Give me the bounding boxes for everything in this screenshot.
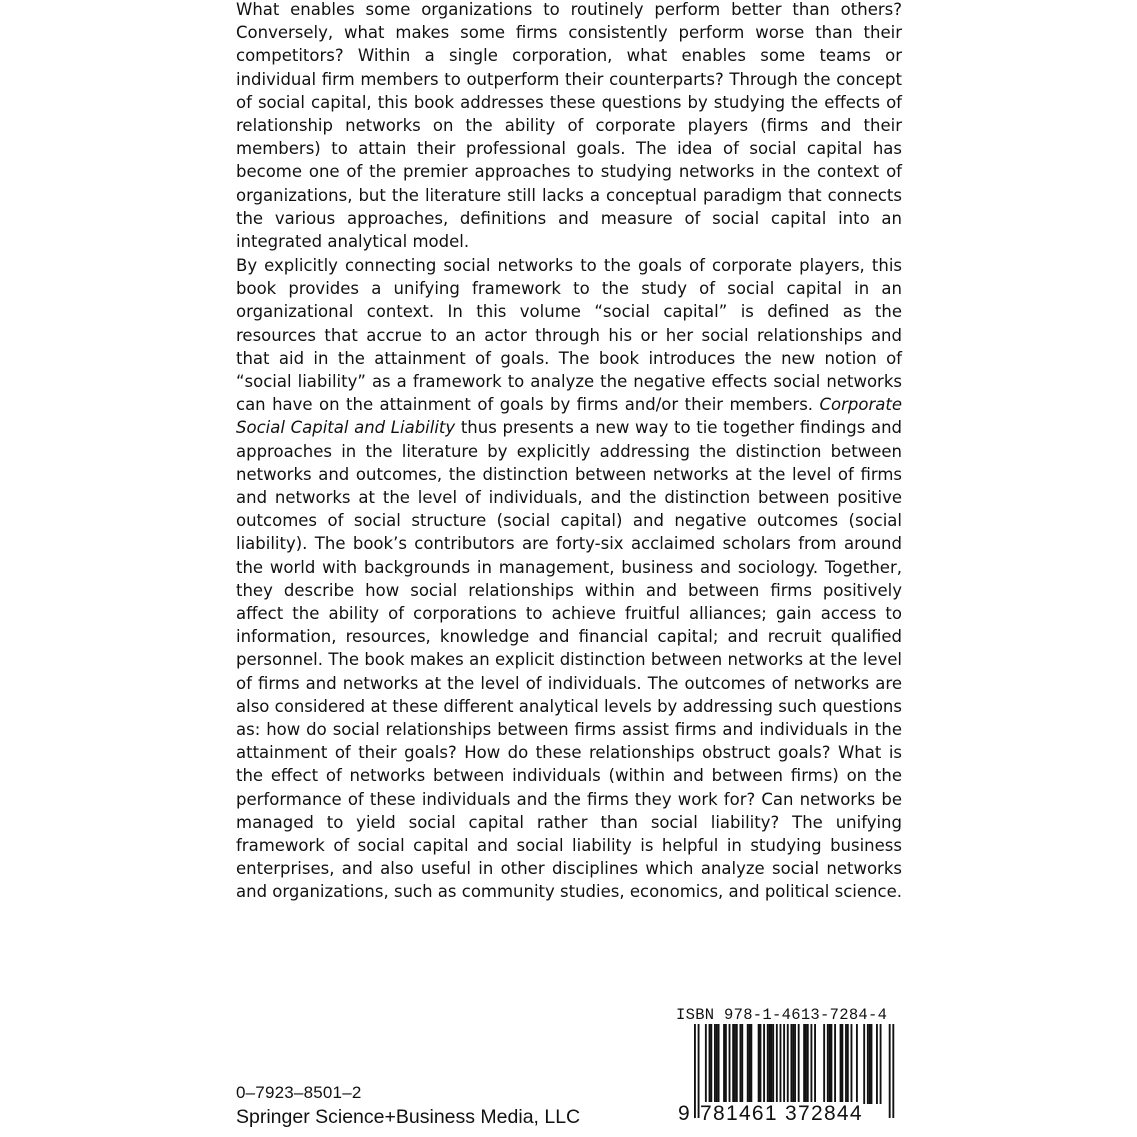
barcode-bar	[705, 1024, 707, 1104]
barcode-bar	[750, 1024, 752, 1104]
barcode-bar	[718, 1024, 720, 1104]
barcode-bar	[714, 1024, 716, 1104]
barcode-bar	[845, 1024, 847, 1104]
barcode-first-digit: 9	[678, 1102, 690, 1125]
barcode-bar	[741, 1024, 743, 1104]
blurb-paragraph-2	[236, 254, 902, 904]
barcode-bar	[734, 1024, 736, 1104]
barcode-bar	[732, 1024, 734, 1104]
blurb-paragraph-2-part-1: By explicitly connecting social networks to the goals of corporate players, this book provides a unifying framework to the study of social capital in an organizational context. In this volume “social capital” is defined as the resources that accrue to an actor through his or her social relationships and that aid in the attainment of goals. The book introduces the new notion of “social liability” as a framework to analyze the negative effects social networks can have on the attainment of goals by firms and/or their members.	[236, 256, 902, 415]
barcode-bar	[772, 1024, 774, 1104]
barcode-bar	[831, 1024, 833, 1104]
isbn-barcode	[672, 1006, 897, 1131]
barcode-bar	[876, 1024, 878, 1104]
barcode-bar	[803, 1024, 805, 1104]
barcode-bar	[767, 1024, 769, 1104]
barcode-bar	[880, 1024, 882, 1104]
barcode-bar	[841, 1024, 843, 1104]
barcode-bar	[851, 1024, 853, 1104]
barcode-digits	[672, 1102, 897, 1132]
barcode-bar	[747, 1024, 749, 1104]
barcode-bar	[749, 1024, 751, 1104]
barcode-bar	[760, 1024, 762, 1104]
barcode-bar	[810, 1024, 812, 1104]
barcode-bar	[740, 1024, 742, 1104]
barcode-digit-groups: 781461 372844	[700, 1102, 863, 1125]
barcode-bar	[710, 1024, 712, 1104]
barcode-bar	[869, 1024, 871, 1104]
blurb-paragraph-1: What enables some organizations to routinely perform better than others? Conversely, what makes some firms consistently perform worse than their competitors? Within a single corporation, what enables some teams or individual firm members to outperform their counterparts? Through the concept of social capital, this book addresses these questions by studying the effects of relationship networks on the ability of corporate players (firms and their members) to attain their professional goals. The idea of social capital has become one of the premier approaches to studying networks in the context of organizations, but the literature still lacks a conceptual paradigm that connects the various approaches, definitions and measure of social capital into an integrated analytical model.	[236, 0, 902, 252]
barcode-bar	[787, 1024, 789, 1104]
barcode-bar	[829, 1024, 831, 1104]
barcode-bar	[827, 1024, 829, 1104]
barcode-bar	[867, 1024, 869, 1104]
barcode-bar	[840, 1024, 842, 1104]
barcode-bar	[716, 1024, 718, 1104]
barcode-bar	[790, 1024, 792, 1104]
barcode-bar	[847, 1024, 849, 1104]
barcode-bar	[758, 1024, 760, 1104]
barcode-bar	[725, 1024, 727, 1104]
barcode-bar	[798, 1024, 800, 1104]
barcode-bar	[863, 1024, 865, 1104]
barcode-bar	[769, 1024, 771, 1104]
isbn-label: ISBN 978-1-4613-7284-4	[676, 1006, 888, 1024]
barcode-bar	[792, 1024, 794, 1104]
barcode-bar	[834, 1024, 836, 1104]
barcode-bar	[807, 1024, 809, 1104]
barcode-bar	[805, 1024, 807, 1104]
barcode-bar	[729, 1024, 731, 1104]
barcode-bar	[723, 1024, 725, 1104]
book-title-italic: Corporate Social Capital and Liability	[236, 395, 902, 438]
barcode-bar	[823, 1024, 825, 1104]
barcode-bar	[770, 1024, 772, 1104]
barcode-bar	[709, 1024, 711, 1104]
publisher-name: Springer Science+Business Media, LLC	[236, 1106, 581, 1128]
blurb-paragraph-2-part-2: thus presents a new way to tie together findings and approaches in the literature by explicitly addressing the distinction between networks and outcomes, the distinction between networks at the level of firms and networks at the level of individuals, and the distinction between positive outcomes of social structure (social capital) and negative outcomes (social liability). The book’s contributors are forty-six acclaimed scholars from around the world with backgrounds in management, business and sociology. Together, they describe how social relationships within and between firms positively affect the ability of corporations to achieve fruitful alliances; gain access to information, resources, knowledge and financial capital; and recruit qualified personnel. The book makes an explicit distinction between networks at the level of firms and networks at the level of individuals. The outcomes of networks are also considered at these different analytical levels by addressing such questions as: how do social relationships between firms assist firms and individuals in the attainment of their goals? How do these relationships obstruct goals? What is the effect of networks between individuals (within and between firms) on the performance of these individuals and the firms they work for? Can networks be managed to yield social capital rather than social liability? The unifying framework of social capital and social liability is helpful in studying business enterprises, and also useful in other disciplines which analyze social networks and organizations, such as community studies, economics, and political science.	[236, 418, 902, 902]
barcode-bar	[814, 1024, 816, 1104]
barcode-bar	[794, 1024, 796, 1104]
barcode-bar	[736, 1024, 738, 1104]
old-isbn-number: 0–7923–8501–2	[236, 1083, 362, 1102]
barcode-bar	[763, 1024, 765, 1104]
barcode-bar	[856, 1024, 858, 1104]
barcode-bar	[871, 1024, 873, 1104]
